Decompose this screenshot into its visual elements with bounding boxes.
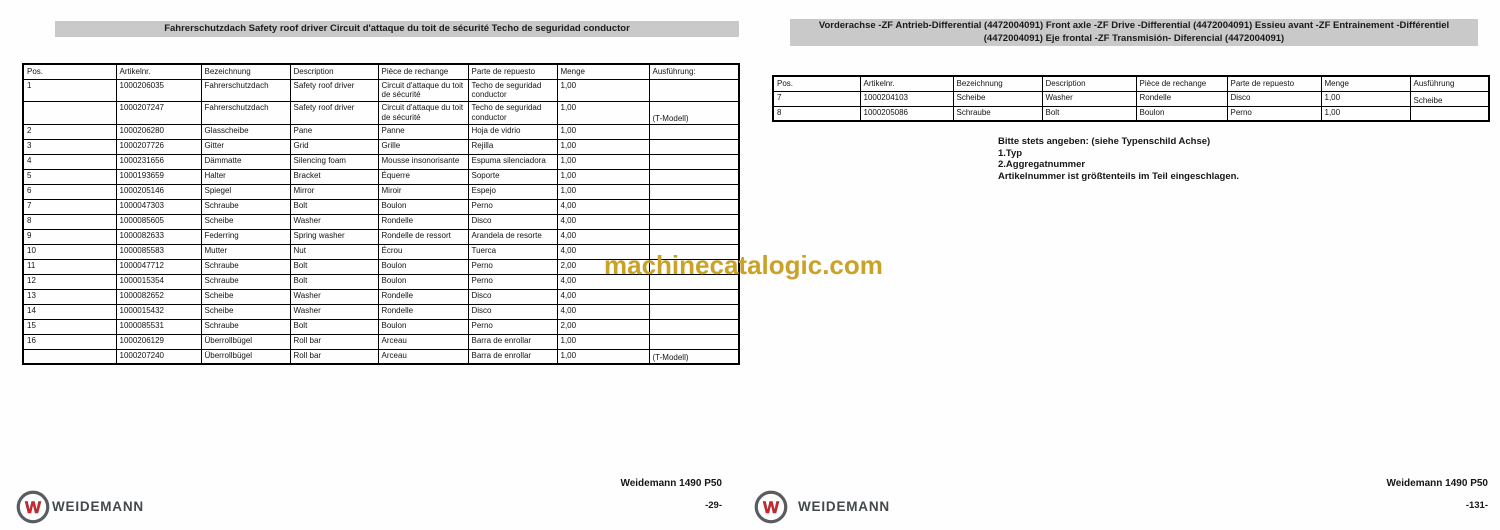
- cell: Techo de seguridad conductor: [468, 79, 557, 102]
- parts-table: [22, 63, 740, 365]
- cell: 4,00: [557, 274, 649, 289]
- note-line: Bitte stets angeben: (siehe Typenschild Achse): [998, 136, 1211, 147]
- cell: [649, 184, 739, 199]
- cell: Bolt: [290, 259, 378, 274]
- cell: 2,00: [557, 259, 649, 274]
- svg-text:W: W: [24, 498, 42, 518]
- cell: [23, 102, 116, 125]
- table-row: [773, 91, 1489, 106]
- cell: Fahrerschutzdach: [201, 79, 290, 102]
- cell: Safety roof driver: [290, 102, 378, 125]
- weidemann-logo-icon: [16, 490, 50, 524]
- cell: Roll bar: [290, 349, 378, 364]
- table-row: [23, 289, 739, 304]
- cell: 1000204103: [860, 91, 953, 106]
- column-header: Bezeichnung: [201, 64, 290, 79]
- cell: Perno: [468, 259, 557, 274]
- cell: 1000085605: [116, 214, 201, 229]
- cell: 1000207247: [116, 102, 201, 125]
- cell: Washer: [1042, 91, 1136, 106]
- cell: Fahrerschutzdach: [201, 102, 290, 125]
- cell: 4,00: [557, 229, 649, 244]
- cell: [1410, 106, 1489, 121]
- cell: 2: [23, 124, 116, 139]
- cell: 15: [23, 319, 116, 334]
- cell: Roll bar: [290, 334, 378, 349]
- cell: Schraube: [953, 106, 1042, 121]
- page-title: Fahrerschutzdach Safety roof driver Circuit d'attaque du toit de sécurité Techo de seguridad conductor: [55, 21, 739, 37]
- cell: Rondelle de ressort: [378, 229, 468, 244]
- cell: 9: [23, 229, 116, 244]
- cell: 8: [23, 214, 116, 229]
- cell: Perno: [468, 319, 557, 334]
- cell: [649, 334, 739, 349]
- cell: Boulon: [378, 259, 468, 274]
- cell: Miroir: [378, 184, 468, 199]
- cell: [23, 349, 116, 364]
- cell: [649, 139, 739, 154]
- cell: 1000207240: [116, 349, 201, 364]
- cell: Boulon: [378, 319, 468, 334]
- cell: 1000015354: [116, 274, 201, 289]
- cell: 2,00: [557, 319, 649, 334]
- cell: 1,00: [1321, 106, 1410, 121]
- cell: Disco: [468, 214, 557, 229]
- model-label: Weidemann 1490 P50: [1386, 478, 1488, 489]
- cell: Schraube: [201, 319, 290, 334]
- cell: 5: [23, 169, 116, 184]
- cell: Perno: [468, 199, 557, 214]
- cell: Scheibe: [201, 289, 290, 304]
- cell: Silencing foam: [290, 154, 378, 169]
- cell: Espuma silenciadora: [468, 154, 557, 169]
- cell: Boulon: [1136, 106, 1227, 121]
- table-row: [23, 124, 739, 139]
- cell: Federring: [201, 229, 290, 244]
- column-header: Menge: [1321, 76, 1410, 91]
- header-row: [773, 76, 1489, 91]
- cell: Scheibe: [201, 214, 290, 229]
- cell: Safety roof driver: [290, 79, 378, 102]
- column-header: Parte de repuesto: [468, 64, 557, 79]
- svg-text:W: W: [762, 498, 780, 518]
- cell: Bolt: [290, 319, 378, 334]
- table-row: [23, 214, 739, 229]
- cell: 13: [23, 289, 116, 304]
- cell: Mirror: [290, 184, 378, 199]
- cell: Schraube: [201, 274, 290, 289]
- table-row: [23, 229, 739, 244]
- column-header: Pièce de rechange: [1136, 76, 1227, 91]
- cell: (T-Modell): [649, 102, 739, 125]
- cell: 1000015432: [116, 304, 201, 319]
- cell: [649, 289, 739, 304]
- cell: Mousse insonorisante: [378, 154, 468, 169]
- cell: 4,00: [557, 244, 649, 259]
- note-line: 1.Typ: [998, 147, 1023, 159]
- table-row: [23, 169, 739, 184]
- cell: Washer: [290, 214, 378, 229]
- page-title: Vorderachse -ZF Antrieb-Differential (4472004091) Front axle -ZF Drive -Differential (4472004091) Essieu avant -ZF Entrainement -Différentiel (4472004091) Eje frontal -ZF Transmisión- Diferencial (4472004091): [790, 19, 1478, 46]
- model-label: Weidemann 1490 P50: [620, 478, 722, 489]
- cell: 16: [23, 334, 116, 349]
- cell: 1000193659: [116, 169, 201, 184]
- cell: Boulon: [378, 199, 468, 214]
- cell: Arceau: [378, 334, 468, 349]
- cell: Bolt: [290, 274, 378, 289]
- cell: 1000082652: [116, 289, 201, 304]
- cell: 4,00: [557, 214, 649, 229]
- cell: 1000085531: [116, 319, 201, 334]
- cell: 7: [773, 91, 860, 106]
- cell: Rondelle: [378, 289, 468, 304]
- cell: 1000205146: [116, 184, 201, 199]
- cell: Schraube: [201, 259, 290, 274]
- cell: Washer: [290, 289, 378, 304]
- cell: Disco: [468, 304, 557, 319]
- cell: 4,00: [557, 199, 649, 214]
- table-row: [23, 154, 739, 169]
- cell: 10: [23, 244, 116, 259]
- cell: 1,00: [557, 102, 649, 125]
- cell: Pane: [290, 124, 378, 139]
- column-header: Description: [1042, 76, 1136, 91]
- brand-wordmark: WEIDEMANN: [52, 499, 144, 514]
- cell: [649, 154, 739, 169]
- cell: Überrollbügel: [201, 334, 290, 349]
- cell: Gitter: [201, 139, 290, 154]
- table-row: [23, 199, 739, 214]
- cell: Grid: [290, 139, 378, 154]
- cell: Panne: [378, 124, 468, 139]
- cell: 1000207726: [116, 139, 201, 154]
- cell: Rondelle: [378, 214, 468, 229]
- cell: 4: [23, 154, 116, 169]
- table-row: [23, 79, 739, 102]
- order-note: [998, 136, 1239, 182]
- cell: 1000082633: [116, 229, 201, 244]
- cell: 1,00: [557, 139, 649, 154]
- cell: [649, 229, 739, 244]
- cell: [649, 199, 739, 214]
- column-header: Ausführung: [1410, 76, 1489, 91]
- cell: Disco: [1227, 91, 1321, 106]
- cell: [649, 79, 739, 102]
- cell: 4,00: [557, 304, 649, 319]
- page-number: -131-: [1465, 500, 1488, 511]
- cell: Perno: [468, 274, 557, 289]
- cell: Écrou: [378, 244, 468, 259]
- cell: 1000205086: [860, 106, 953, 121]
- cell: (T-Modell): [649, 349, 739, 364]
- cell: Halter: [201, 169, 290, 184]
- cell: Tuerca: [468, 244, 557, 259]
- column-header: Bezeichnung: [953, 76, 1042, 91]
- cell: Rondelle: [378, 304, 468, 319]
- cell: 1,00: [557, 124, 649, 139]
- cell: Boulon: [378, 274, 468, 289]
- cell: Hoja de vidrio: [468, 124, 557, 139]
- cell: [649, 169, 739, 184]
- cell: Techo de seguridad conductor: [468, 102, 557, 125]
- table-row: [23, 184, 739, 199]
- cell: 1,00: [557, 349, 649, 364]
- cell: 1000085583: [116, 244, 201, 259]
- cell: Rejilla: [468, 139, 557, 154]
- cell: 6: [23, 184, 116, 199]
- cell: Schraube: [201, 199, 290, 214]
- cell: Überrollbügel: [201, 349, 290, 364]
- table-row: [23, 334, 739, 349]
- column-header: Pièce de rechange: [378, 64, 468, 79]
- table-row: [773, 106, 1489, 121]
- table-row: [23, 102, 739, 125]
- table-row: [23, 349, 739, 364]
- cell: Scheibe: [1410, 91, 1489, 106]
- cell: 1000231656: [116, 154, 201, 169]
- cell: [649, 214, 739, 229]
- column-header: Ausführung:: [649, 64, 739, 79]
- cell: Équerre: [378, 169, 468, 184]
- cell: Circuit d'attaque du toit de sécurité: [378, 79, 468, 102]
- cell: Mutter: [201, 244, 290, 259]
- cell: Scheibe: [953, 91, 1042, 106]
- cell: Bolt: [1042, 106, 1136, 121]
- column-header: Pos.: [773, 76, 860, 91]
- cell: [649, 124, 739, 139]
- cell: Dämmatte: [201, 154, 290, 169]
- watermark: machinecatalogic.com: [604, 250, 883, 280]
- cell: Scheibe: [201, 304, 290, 319]
- cell: Disco: [468, 289, 557, 304]
- cell: [649, 319, 739, 334]
- brand-wordmark: WEIDEMANN: [798, 499, 890, 514]
- page-number: -29-: [705, 500, 722, 511]
- table-row: [23, 319, 739, 334]
- cell: Bolt: [290, 199, 378, 214]
- cell: 4,00: [557, 289, 649, 304]
- cell: 1000206035: [116, 79, 201, 102]
- cell: Spiegel: [201, 184, 290, 199]
- cell: Espejo: [468, 184, 557, 199]
- cell: Perno: [1227, 106, 1321, 121]
- cell: 1000047303: [116, 199, 201, 214]
- table-row: [23, 139, 739, 154]
- cell: Circuit d'attaque du toit de sécurité: [378, 102, 468, 125]
- cell: Soporte: [468, 169, 557, 184]
- column-header: Artikelnr.: [116, 64, 201, 79]
- cell: 1000206129: [116, 334, 201, 349]
- cell: 1000047712: [116, 259, 201, 274]
- cell: 1,00: [557, 169, 649, 184]
- parts-table: [772, 75, 1490, 122]
- column-header: Parte de repuesto: [1227, 76, 1321, 91]
- cell: Barra de enrollar: [468, 334, 557, 349]
- cell: [649, 304, 739, 319]
- cell: Spring washer: [290, 229, 378, 244]
- cell: 1,00: [557, 154, 649, 169]
- column-header: Description: [290, 64, 378, 79]
- column-header: Artikelnr.: [860, 76, 953, 91]
- cell: 3: [23, 139, 116, 154]
- cell: Glasscheibe: [201, 124, 290, 139]
- note-line: 2.Aggregatnummer: [998, 159, 1086, 170]
- cell: Washer: [290, 304, 378, 319]
- cell: 14: [23, 304, 116, 319]
- header-row: [23, 64, 739, 79]
- cell: 8: [773, 106, 860, 121]
- note-line: Artikelnummer ist größtenteils im Teil eingeschlagen.: [998, 170, 1240, 182]
- cell: 1: [23, 79, 116, 102]
- cell: 1,00: [557, 79, 649, 102]
- cell: Grille: [378, 139, 468, 154]
- cell: Barra de enrollar: [468, 349, 557, 364]
- cell: Rondelle: [1136, 91, 1227, 106]
- column-header: Pos.: [23, 64, 116, 79]
- cell: 1000206280: [116, 124, 201, 139]
- cell: Bracket: [290, 169, 378, 184]
- cell: 1,00: [1321, 91, 1410, 106]
- cell: Nut: [290, 244, 378, 259]
- weidemann-logo-icon: [754, 490, 788, 524]
- cell: Arceau: [378, 349, 468, 364]
- cell: 1,00: [557, 184, 649, 199]
- table-row: [23, 304, 739, 319]
- cell: 7: [23, 199, 116, 214]
- column-header: Menge: [557, 64, 649, 79]
- cell: 12: [23, 274, 116, 289]
- cell: 1,00: [557, 334, 649, 349]
- cell: 11: [23, 259, 116, 274]
- cell: Arandela de resorte: [468, 229, 557, 244]
